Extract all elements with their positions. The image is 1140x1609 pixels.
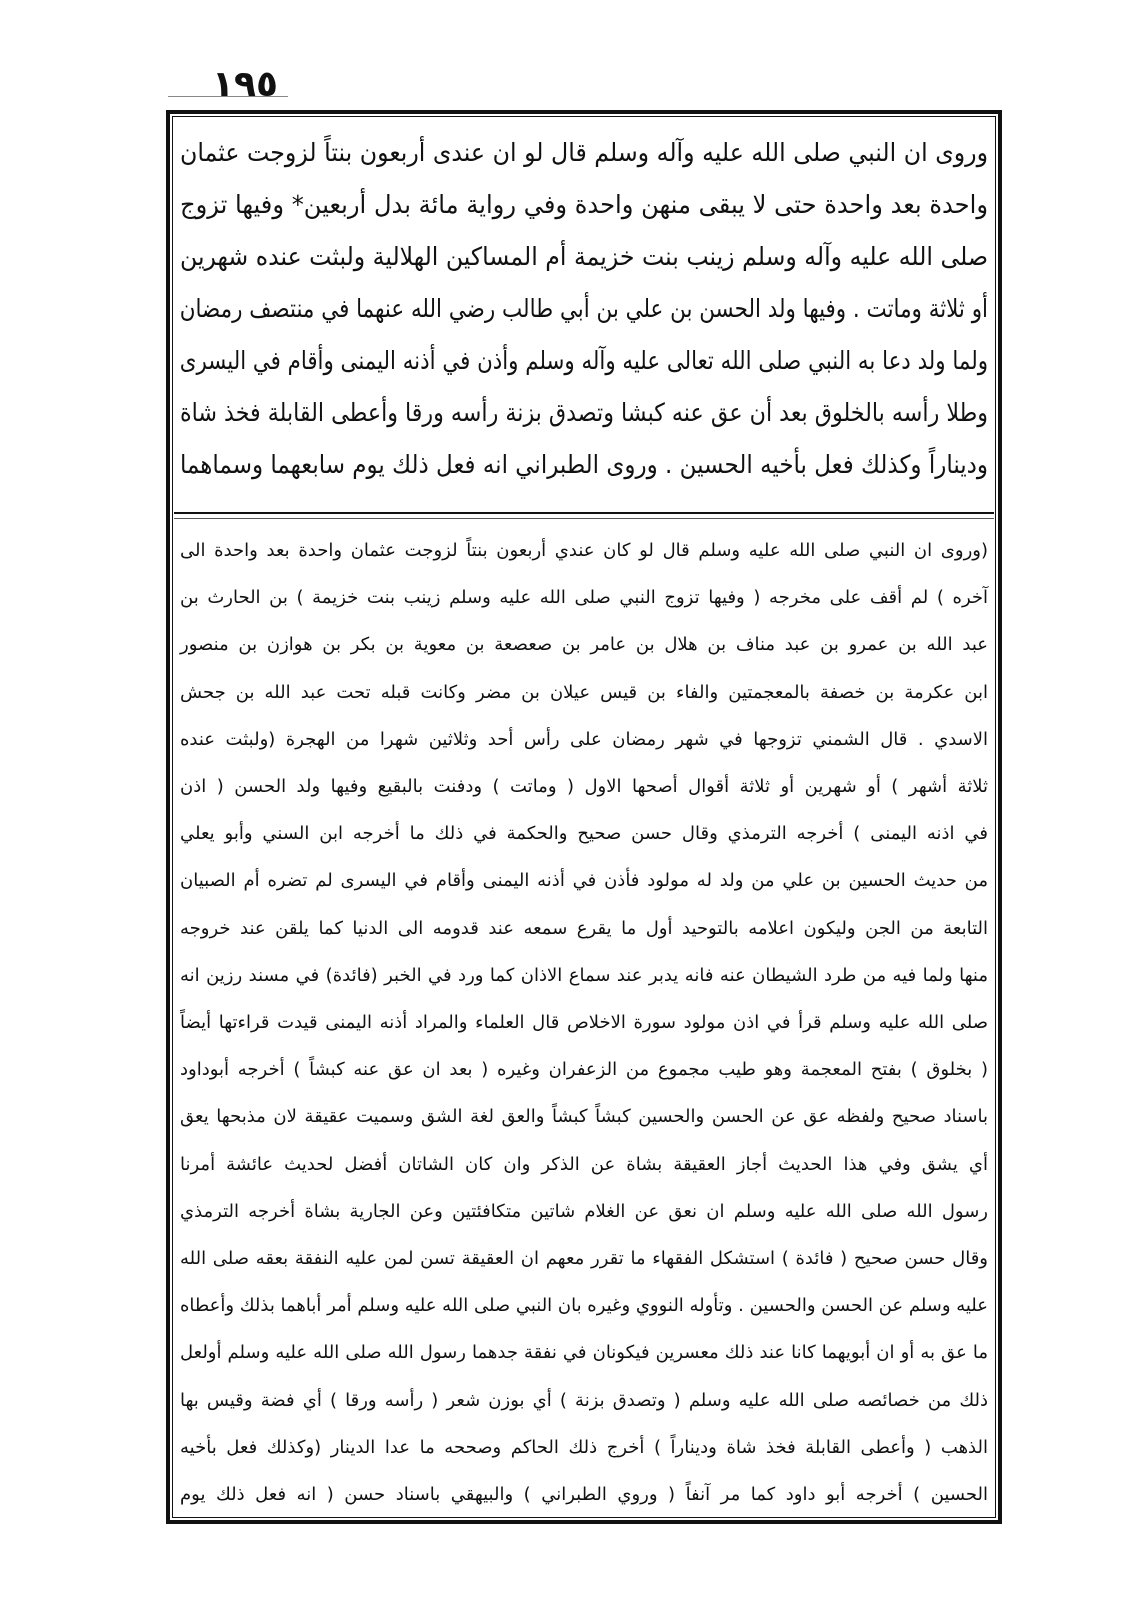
page-number: ١٩٥ (212, 64, 278, 105)
commentary-line: ابن عكرمة بن خصفة بالمعجمتين والفاء بن قيس عيلان بن مضر وكانت قبله تحت عبد الله بن جحش (180, 681, 988, 703)
commentary-line: ( بخلوق ) بفتح المعجمة وهو طيب مجموع من الزعفران وغيره ( بعد ان عق عنه كبشاً ) أخرجه أبوداود (180, 1059, 988, 1081)
main-text-line: واحدة بعد واحدة حتى لا يبقى منهن واحدة وفي رواية مائة بدل أربعين* وفيها تزوج (180, 190, 988, 219)
commentary-line: ثلاثة أشهر ) أو شهرين أو ثلاثة أقوال أصحها الاول ( وماتت ) ودفنت بالبقيع وفيها ولد الحسن ( اذن (180, 776, 988, 797)
commentary-line: الذهب ( وأعطى القابلة فخذ شاة وديناراً ) أخرج ذلك الحاكم وصححه ما عدا الدينار (وكذلك فعل بأخيه (180, 1436, 988, 1458)
commentary-line: ذلك من خصائصه صلى الله عليه وسلم ( وتصدق بزنة ) أي بوزن شعر ( رأسه ورقا ) أي فضة وقيس بها (180, 1389, 988, 1411)
commentary-line: أي يشق وفي هذا الحديث أجاز العقيقة بشاة عن الذكر وان كان الشاتان أفضل لحديث عائشة أمرنا (180, 1153, 988, 1175)
commentary-line: ما عق به أو ان أبويهما كانا عند ذلك معسرين فيكونان في نفقة جدهما رسول الله صلى الله عليه وسلم أولعل (180, 1342, 988, 1364)
commentary-line: من حديث الحسين بن علي من ولد له مولود فأذن في أذنه اليمنى وأقام في اليسرى لم تضره أم الصبيان (180, 870, 988, 892)
main-text-line: وروى ان النبي صلى الله عليه وآله وسلم قال لو ان عندى أربعون بنتاً لزوجت عثمان (180, 138, 988, 167)
commentary-line: الاسدي . قال الشمني تزوجها في شهر رمضان على رأس أحد وثلاثين شهرا من الهجرة (ولبثت عنده (180, 728, 988, 750)
commentary-line: وقال حسن صحيح ( فائدة ) استشكل الفقهاء ما تقرر معهم ان العقيقة تسن لمن عليه النفقة بعقه صلى الله (180, 1248, 988, 1269)
separator-rule (174, 512, 994, 514)
commentary-line: منها ولما فيه من طرد الشيطان عنه فانه يدبر عند سماع الاذان كما ورد في الخبر (فائدة) في مسند رزين انه (180, 964, 988, 986)
commentary-line: في اذنه اليمنى ) أخرجه الترمذي وقال حسن صحيح والحكمة في ذلك ما أخرجه ابن السني وأبو يعلي (180, 823, 988, 845)
header-rule (168, 96, 288, 97)
main-text-line: وديناراً وكذلك فعل بأخيه الحسين . وروى الطبراني انه فعل ذلك يوم سابعهما وسماهما (180, 450, 988, 479)
commentary-line: عبد الله بن عمرو بن عبد مناف بن هلال بن عامر بن صعصعة بن معوية بن بكر بن هوازن بن منصور (180, 634, 988, 656)
commentary-line: آخره ) لم أقف على مخرجه ( وفيها تزوج النبي صلى الله عليه وسلم زينب بنت خزيمة ) بن الحارث بن (180, 587, 988, 609)
commentary-line: صلى الله عليه وسلم قرأ في اذن مولود سورة الاخلاص قال العلماء والمراد أذنه اليمنى قيدت قراءتها أيضاً (180, 1012, 988, 1033)
main-text-line: وطلا رأسه بالخلوق بعد أن عق عنه كبشا وتصدق بزنة رأسه ورقا وأعطى القابلة فخذ شاة (180, 398, 988, 427)
separator-rule-thin (174, 518, 994, 519)
commentary-line: الحسين ) أخرجه أبو داود كما مر آنفاً ( وروي الطبراني ) والبيهقي باسناد حسن ( انه فعل ذلك يوم (180, 1484, 988, 1505)
main-text-line: أو ثلاثة وماتت . وفيها ولد الحسن بن علي بن أبي طالب رضي الله عنهما في منتصف رمضان (179, 294, 989, 323)
main-text-line: صلى الله عليه وآله وسلم زينب بنت خزيمة أم المساكين الهلالية ولبثت عنده شهرين (180, 242, 988, 271)
commentary-line: (وروى ان النبي صلى الله عليه وسلم قال لو كان عندي أربعون بنتاً لزوجت عثمان واحدة بعد واحدة الى (180, 540, 988, 561)
commentary-line: باسناد صحيح ولفظه عق عن الحسن والحسين كبشاً كبشاً والعق لغة الشق وسميت عقيقة لان مذبحها يعق (180, 1106, 988, 1128)
main-text-line: ولما ولد دعا به النبي صلى الله تعالى عليه وآله وسلم وأذن في أذنه اليمنى وأقام في اليسرى (179, 346, 989, 375)
commentary-line: عليه وسلم عن الحسن والحسين . وتأوله النووي وغيره بان النبي صلى الله عليه وسلم أمر أباهما بذلك وأعطاه (180, 1295, 988, 1317)
commentary-line: رسول الله صلى الله عليه وسلم ان نعق عن الغلام شاتين متكافئتين وعن الجارية بشاة أخرجه الترمذي (180, 1200, 988, 1222)
commentary-line: التابعة من الجن وليكون اعلامه بالتوحيد أول ما يقرع سمعه عند قدومه الى الدنيا كما يلقن عند خروجه (180, 917, 988, 939)
